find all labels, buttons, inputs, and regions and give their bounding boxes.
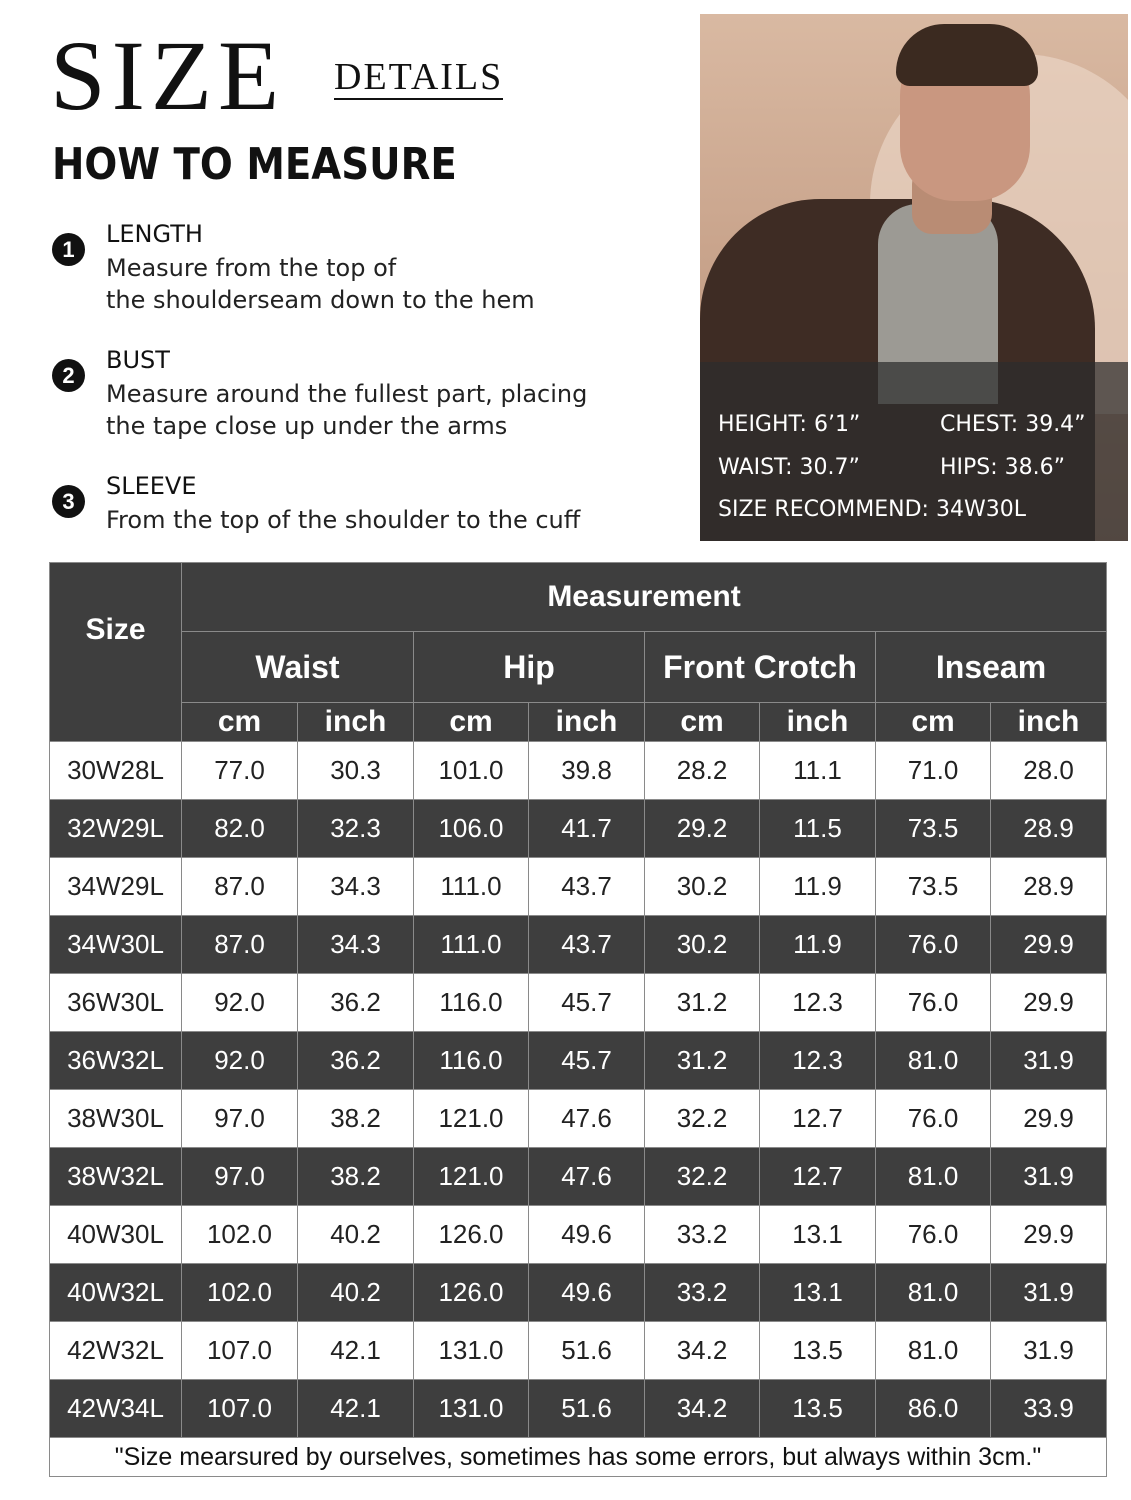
table-row xyxy=(50,1032,1107,1090)
measurement-cell: 31.2 xyxy=(645,974,760,1032)
size-cell: 36W32L xyxy=(50,1032,182,1090)
step-number-badge: 3 xyxy=(52,485,85,518)
measurement-cell: 71.0 xyxy=(876,742,991,800)
size-cell: 34W30L xyxy=(50,916,182,974)
measurement-cell: 87.0 xyxy=(182,858,298,916)
measurement-cell: 32.2 xyxy=(645,1090,760,1148)
model-stats-overlay xyxy=(700,362,1128,541)
measurement-cell: 29.2 xyxy=(645,800,760,858)
measurement-cell: 107.0 xyxy=(182,1380,298,1438)
measurement-cell: 32.3 xyxy=(298,800,414,858)
measurement-cell: 107.0 xyxy=(182,1322,298,1380)
measurement-cell: 28.9 xyxy=(991,858,1107,916)
table-row xyxy=(50,1090,1107,1148)
measurement-cell: 33.2 xyxy=(645,1264,760,1322)
group-header-inseam: Inseam xyxy=(876,632,1107,703)
step-description xyxy=(106,252,535,316)
size-chart-table xyxy=(49,562,1107,1477)
measurement-cell: 11.5 xyxy=(760,800,876,858)
table-footnote: "Size mearsured by ourselves, sometimes has some errors, but always within 3cm." xyxy=(50,1438,1107,1477)
model-hips: HIPS: 38.6” xyxy=(940,455,1066,480)
measurement-cell: 31.9 xyxy=(991,1148,1107,1206)
step-label: SLEEVE xyxy=(106,472,197,500)
size-cell: 36W30L xyxy=(50,974,182,1032)
measurement-cell: 31.9 xyxy=(991,1264,1107,1322)
step-description-line: From the top of the shoulder to the cuff xyxy=(106,506,581,534)
measurement-cell: 76.0 xyxy=(876,974,991,1032)
unit-header: inch xyxy=(991,703,1107,742)
unit-header: cm xyxy=(414,703,529,742)
measurement-cell: 76.0 xyxy=(876,1090,991,1148)
measurement-cell: 13.1 xyxy=(760,1206,876,1264)
measurement-cell: 73.5 xyxy=(876,800,991,858)
measurement-cell: 31.9 xyxy=(991,1032,1107,1090)
table-row xyxy=(50,916,1107,974)
measurement-cell: 81.0 xyxy=(876,1264,991,1322)
measurement-cell: 87.0 xyxy=(182,916,298,974)
measurement-header: Measurement xyxy=(182,563,1107,632)
unit-header: cm xyxy=(182,703,298,742)
measurement-cell: 102.0 xyxy=(182,1206,298,1264)
size-column-header: Size xyxy=(50,563,182,742)
measurement-cell: 28.9 xyxy=(991,800,1107,858)
measurement-cell: 11.9 xyxy=(760,916,876,974)
table-row xyxy=(50,1380,1107,1438)
measurement-cell: 28.2 xyxy=(645,742,760,800)
measurement-cell: 92.0 xyxy=(182,1032,298,1090)
measurement-cell: 101.0 xyxy=(414,742,529,800)
measurement-cell: 97.0 xyxy=(182,1090,298,1148)
unit-header: inch xyxy=(529,703,645,742)
step-label: BUST xyxy=(106,346,170,374)
measurement-cell: 92.0 xyxy=(182,974,298,1032)
size-cell: 30W28L xyxy=(50,742,182,800)
measurement-cell: 45.7 xyxy=(529,1032,645,1090)
measurement-cell: 12.3 xyxy=(760,1032,876,1090)
measurement-cell: 47.6 xyxy=(529,1090,645,1148)
measurement-cell: 32.2 xyxy=(645,1148,760,1206)
measurement-cell: 29.9 xyxy=(991,974,1107,1032)
size-cell: 40W30L xyxy=(50,1206,182,1264)
size-cell: 40W32L xyxy=(50,1264,182,1322)
measurement-cell: 38.2 xyxy=(298,1148,414,1206)
unit-header: inch xyxy=(298,703,414,742)
measurement-cell: 43.7 xyxy=(529,916,645,974)
model-photo xyxy=(700,14,1128,541)
measurement-cell: 45.7 xyxy=(529,974,645,1032)
table-row xyxy=(50,742,1107,800)
step-description-line: the shoulderseam down to the hem xyxy=(106,286,535,314)
step-description xyxy=(106,378,587,442)
model-hair xyxy=(896,24,1038,86)
table-row xyxy=(50,1206,1107,1264)
measurement-cell: 41.7 xyxy=(529,800,645,858)
model-chest: CHEST: 39.4” xyxy=(940,412,1086,437)
measurement-cell: 13.1 xyxy=(760,1264,876,1322)
size-cell: 42W32L xyxy=(50,1322,182,1380)
measurement-cell: 106.0 xyxy=(414,800,529,858)
measurement-cell: 36.2 xyxy=(298,1032,414,1090)
model-height: HEIGHT: 6’1” xyxy=(718,412,861,437)
step-number-badge: 1 xyxy=(52,233,85,266)
measurement-cell: 76.0 xyxy=(876,1206,991,1264)
measurement-cell: 51.6 xyxy=(529,1322,645,1380)
measurement-cell: 12.7 xyxy=(760,1148,876,1206)
measurement-cell: 121.0 xyxy=(414,1148,529,1206)
table-row xyxy=(50,858,1107,916)
measurement-cell: 33.2 xyxy=(645,1206,760,1264)
measurement-cell: 51.6 xyxy=(529,1380,645,1438)
measurement-cell: 29.9 xyxy=(991,1206,1107,1264)
measurement-cell: 121.0 xyxy=(414,1090,529,1148)
group-header-waist: Waist xyxy=(182,632,414,703)
step-description-line: Measure from the top of xyxy=(106,254,397,282)
measurement-cell: 102.0 xyxy=(182,1264,298,1322)
step-number-badge: 2 xyxy=(52,359,85,392)
measurement-cell: 30.2 xyxy=(645,916,760,974)
size-cell: 34W29L xyxy=(50,858,182,916)
measurement-cell: 116.0 xyxy=(414,974,529,1032)
unit-header: inch xyxy=(760,703,876,742)
measurement-cell: 42.1 xyxy=(298,1322,414,1380)
measurement-cell: 116.0 xyxy=(414,1032,529,1090)
measurement-cell: 12.7 xyxy=(760,1090,876,1148)
measurement-cell: 131.0 xyxy=(414,1322,529,1380)
measurement-cell: 30.2 xyxy=(645,858,760,916)
measurement-cell: 82.0 xyxy=(182,800,298,858)
step-description-line: the tape close up under the arms xyxy=(106,412,508,440)
table-row xyxy=(50,974,1107,1032)
measurement-cell: 13.5 xyxy=(760,1380,876,1438)
measurement-cell: 13.5 xyxy=(760,1322,876,1380)
table-row xyxy=(50,1148,1107,1206)
size-title: SIZE xyxy=(50,20,286,131)
size-cell: 42W34L xyxy=(50,1380,182,1438)
measurement-cell: 76.0 xyxy=(876,916,991,974)
measurement-cell: 40.2 xyxy=(298,1206,414,1264)
table-row xyxy=(50,1264,1107,1322)
measurement-cell: 42.1 xyxy=(298,1380,414,1438)
measurement-cell: 29.9 xyxy=(991,1090,1107,1148)
measurement-cell: 31.2 xyxy=(645,1032,760,1090)
measurement-cell: 12.3 xyxy=(760,974,876,1032)
measurement-cell: 97.0 xyxy=(182,1148,298,1206)
model-size-recommend: SIZE RECOMMEND: 34W30L xyxy=(718,497,1026,522)
measurement-cell: 126.0 xyxy=(414,1206,529,1264)
details-title: DETAILS xyxy=(334,56,504,98)
measurement-cell: 11.1 xyxy=(760,742,876,800)
size-cell: 32W29L xyxy=(50,800,182,858)
unit-header: cm xyxy=(876,703,991,742)
size-cell: 38W32L xyxy=(50,1148,182,1206)
measurement-cell: 131.0 xyxy=(414,1380,529,1438)
size-cell: 38W30L xyxy=(50,1090,182,1148)
step-label: LENGTH xyxy=(106,220,203,248)
measurement-cell: 126.0 xyxy=(414,1264,529,1322)
measurement-cell: 73.5 xyxy=(876,858,991,916)
table-row xyxy=(50,800,1107,858)
measurement-cell: 34.2 xyxy=(645,1322,760,1380)
measurement-cell: 49.6 xyxy=(529,1264,645,1322)
measurement-cell: 81.0 xyxy=(876,1322,991,1380)
measurement-cell: 31.9 xyxy=(991,1322,1107,1380)
measurement-cell: 39.8 xyxy=(529,742,645,800)
measurement-cell: 30.3 xyxy=(298,742,414,800)
how-to-measure-heading: HOW TO MEASURE xyxy=(52,139,457,190)
group-header-front-crotch: Front Crotch xyxy=(645,632,876,703)
measurement-cell: 34.2 xyxy=(645,1380,760,1438)
measurement-cell: 33.9 xyxy=(991,1380,1107,1438)
measurement-cell: 36.2 xyxy=(298,974,414,1032)
measurement-cell: 86.0 xyxy=(876,1380,991,1438)
measurement-cell: 81.0 xyxy=(876,1032,991,1090)
measurement-cell: 38.2 xyxy=(298,1090,414,1148)
unit-header: cm xyxy=(645,703,760,742)
model-waist: WAIST: 30.7” xyxy=(718,455,860,480)
measurement-cell: 81.0 xyxy=(876,1148,991,1206)
step-description-line: Measure around the fullest part, placing xyxy=(106,380,588,408)
measurement-cell: 43.7 xyxy=(529,858,645,916)
measurement-cell: 49.6 xyxy=(529,1206,645,1264)
measurement-cell: 40.2 xyxy=(298,1264,414,1322)
measurement-cell: 11.9 xyxy=(760,858,876,916)
measurement-cell: 111.0 xyxy=(414,916,529,974)
measurement-cell: 111.0 xyxy=(414,858,529,916)
measurement-cell: 29.9 xyxy=(991,916,1107,974)
measurement-cell: 47.6 xyxy=(529,1148,645,1206)
step-description xyxy=(106,504,580,536)
table-row xyxy=(50,1322,1107,1380)
measurement-cell: 28.0 xyxy=(991,742,1107,800)
measurement-cell: 34.3 xyxy=(298,858,414,916)
measurement-cell: 34.3 xyxy=(298,916,414,974)
measurement-cell: 77.0 xyxy=(182,742,298,800)
group-header-hip: Hip xyxy=(414,632,645,703)
